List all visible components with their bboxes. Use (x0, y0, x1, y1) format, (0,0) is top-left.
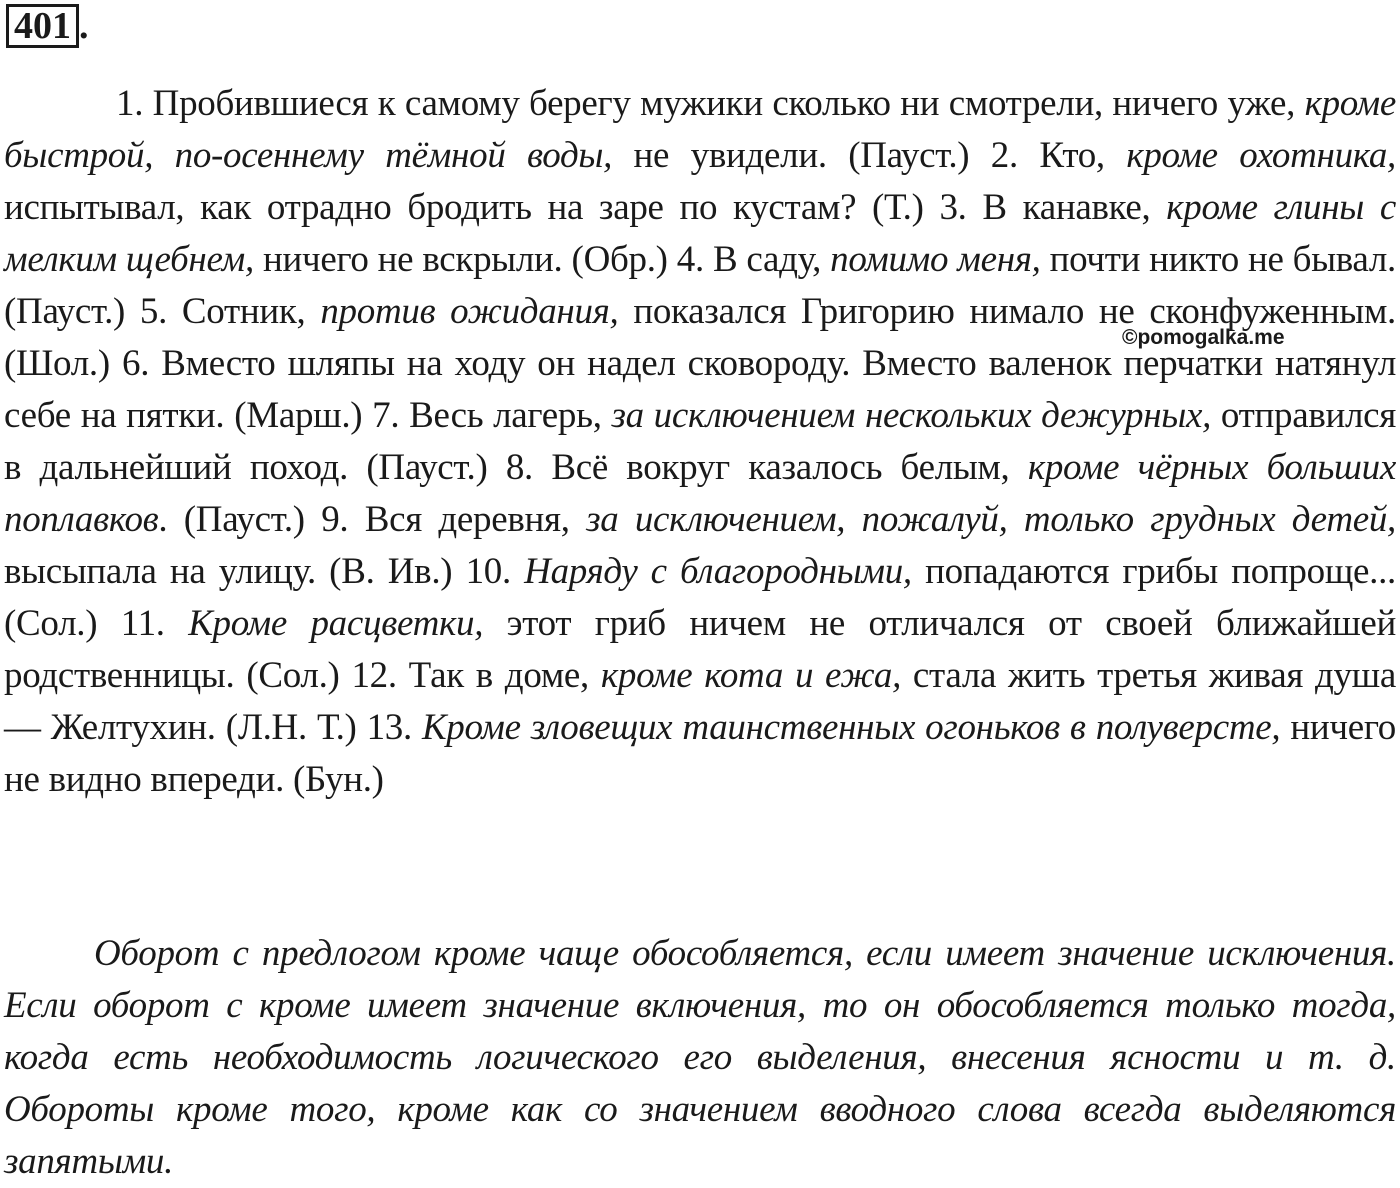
sentence-text: 10. (465, 551, 525, 592)
sentence-text: испытывал, как отрадно бродить на заре по кустам? (Т.) (4, 187, 940, 228)
sentence-text: не увидели. (Пауст.) (612, 135, 991, 176)
sentence-text: ничего не вскрыли. (Обр.) (253, 239, 677, 280)
isolated-phrase: Наряду с благородными, (524, 551, 912, 592)
rule-text: Оборот с предлогом кроме чаще обособляется, если имеет значение исключения. Если оборот с кроме имеет значение включения, то он обособляется только тогда, когда есть необходимость логического его выделения, внесения ясности и т. д. Обороты кроме того, кроме как со значением вводного слова всегда выделяются запятыми. (4, 933, 1396, 1182)
sentence-text: высыпала на улицу. (В. Ив.) (4, 551, 466, 592)
sentence-text: 6. Вместо шляпы на ходу он надел сковороду. Вместо валенок перчатки натянул себе на пятки. (Марш.) (4, 343, 1396, 436)
sentence-text: 11. (120, 603, 189, 644)
sentence-text: 9. Вся деревня, (321, 499, 587, 540)
isolated-phrase: против ожидания, (320, 291, 619, 332)
sentence-text: этот гриб ничем не отличался от своей ближайшей родственницы. (Сол.) (4, 603, 1397, 696)
isolated-phrase: кроме охотника, (1126, 135, 1397, 176)
sentence-text: 3. В канавке, (939, 187, 1167, 228)
isolated-phrase: кроме глины с мелким щебнем, (4, 187, 1396, 280)
sentence-text: 5. Сотник, (139, 291, 321, 332)
isolated-phrase: Кроме расцветки, (188, 603, 484, 644)
isolated-phrase: кроме быстрой, по-осеннему тёмной воды, (4, 83, 1396, 176)
sentence-text: 7. Весь лагерь, (372, 395, 612, 436)
sentence-text: 12. Так в доме, (351, 655, 601, 696)
sentence-text: попадаются грибы попроще... (Сол.) (4, 551, 1396, 644)
exercise-text (4, 78, 1396, 806)
isolated-phrase: за исключением нескольких дежурных, (611, 395, 1212, 436)
sentence-text: 4. В саду, (676, 239, 831, 280)
isolated-phrase: кроме кота и ежа, (600, 655, 902, 696)
sentence-text: 8. Всё вокруг казалось белым, (505, 447, 1028, 488)
watermark: ©pomogalka.me (1122, 326, 1285, 349)
exercise-number-box: 401 (6, 4, 79, 48)
sentence-text: . (Пауст.) (158, 499, 322, 540)
sentence-text: 2. Кто, (990, 135, 1127, 176)
sentence-text: 13. (366, 707, 423, 748)
sentence-text: 1. Пробившиеся к самому берегу мужики сколько ни смотрели, ничего уже, (116, 83, 1305, 124)
isolated-phrase: Кроме зловещих таинственных огоньков в полуверсте, (422, 707, 1281, 748)
isolated-phrase: помимо меня, (830, 239, 1041, 280)
sentence-text: стала жить третья живая душа — Желтухин. (Л.Н. Т.) (4, 655, 1396, 748)
sentence-text: отправился в дальнейший поход. (Пауст.) (4, 395, 1397, 488)
sentence-text: ничего не видно впереди. (Бун.) (4, 707, 1396, 800)
exercise-number-dot: . (79, 5, 89, 47)
sentence-text: показался Григорию нимало не сконфуженным. (Шол.) (4, 291, 1397, 384)
isolated-phrase: за исключением, пожалуй, только грудных детей, (586, 499, 1397, 540)
isolated-phrase: кроме чёрных больших поплавков (4, 447, 1396, 540)
sentence-text: почти никто не бывал. (Пауст.) (4, 239, 1396, 332)
exercise-number (6, 4, 89, 48)
